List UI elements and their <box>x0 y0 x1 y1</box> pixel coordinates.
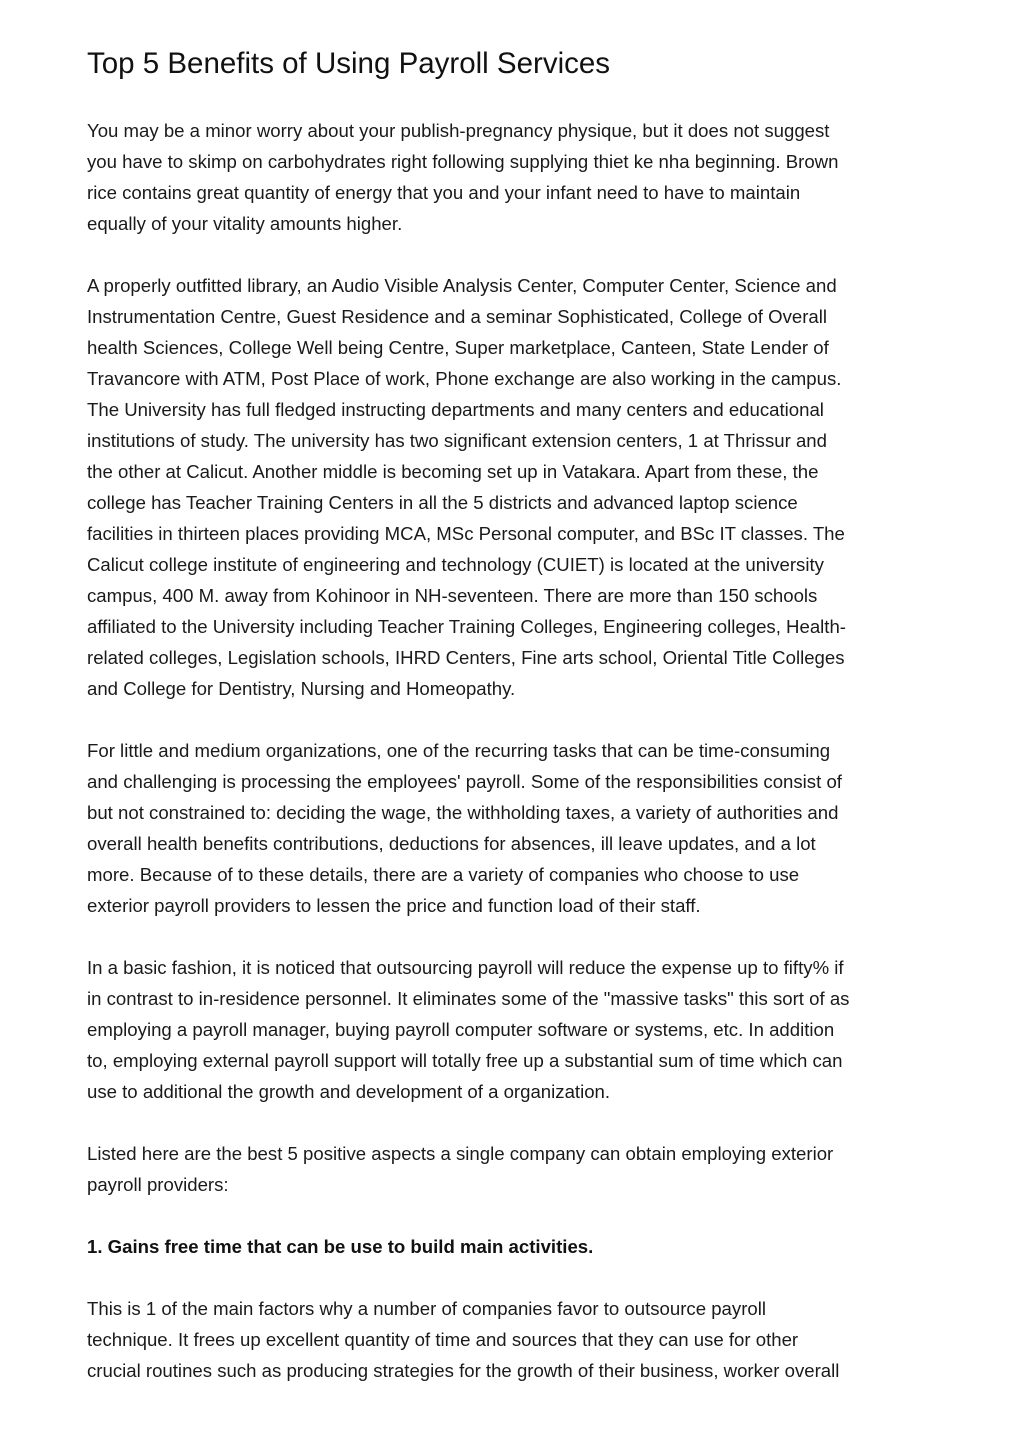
text-line: The University has full fledged instructing departments and many centers and educational <box>87 399 824 420</box>
text-line: and challenging is processing the employees' payroll. Some of the responsibilities consist of <box>87 771 842 792</box>
paragraph-list-intro <box>87 1138 947 1200</box>
text-line: Travancore with ATM, Post Place of work, Phone exchange are also working in the campus. <box>87 368 842 389</box>
text-line: use to additional the growth and development of a organization. <box>87 1081 611 1102</box>
paragraph-campus <box>87 270 947 704</box>
text-line: health Sciences, College Well being Centre, Super marketplace, Canteen, State Lender of <box>87 337 829 358</box>
text-line: Calicut college institute of engineering and technology (CUIET) is located at the university <box>87 554 824 575</box>
paragraph-intro <box>87 115 947 239</box>
text-line: For little and medium organizations, one of the recurring tasks that can be time-consuming <box>87 740 831 761</box>
text-line: You may be a minor worry about your publish-pregnancy physique, but it does not suggest <box>87 120 830 141</box>
text-line: In a basic fashion, it is noticed that outsourcing payroll will reduce the expense up to fifty% if <box>87 957 844 978</box>
text-line: but not constrained to: deciding the wage, the withholding taxes, a variety of authorities and <box>87 802 839 823</box>
text-line: related colleges, Legislation schools, IHRD Centers, Fine arts school, Oriental Title Colleges <box>87 647 845 668</box>
text-line: the other at Calicut. Another middle is becoming set up in Vatakara. Apart from these, the <box>87 461 819 482</box>
text-line: Instrumentation Centre, Guest Residence and a seminar Sophisticated, College of Overall <box>87 306 828 327</box>
document-title: Top 5 Benefits of Using Payroll Services <box>87 47 611 80</box>
document-page <box>87 44 947 1417</box>
text-line: equally of your vitality amounts higher. <box>87 213 403 234</box>
text-line: affiliated to the University including Teacher Training Colleges, Engineering colleges, Health- <box>87 616 846 637</box>
paragraph-payroll-tasks <box>87 735 947 921</box>
text-line: institutions of study. The university has two significant extension centers, 1 at Thrissur and <box>87 430 827 451</box>
text-line: payroll providers: <box>87 1174 229 1195</box>
text-line: technique. It frees up excellent quantity of time and sources that they can use for other <box>87 1329 799 1350</box>
text-line: in contrast to in-residence personnel. It eliminates some of the "massive tasks" this sort of as <box>87 988 850 1009</box>
text-line: A properly outfitted library, an Audio Visible Analysis Center, Computer Center, Science and <box>87 275 837 296</box>
text-line: to, employing external payroll support will totally free up a substantial sum of time which can <box>87 1050 843 1071</box>
text-line: Listed here are the best 5 positive aspects a single company can obtain employing exterior <box>87 1143 834 1164</box>
text-line: and College for Dentistry, Nursing and Homeopathy. <box>87 678 516 699</box>
text-line: employing a payroll manager, buying payroll computer software or systems, etc. In addition <box>87 1019 835 1040</box>
text-line: This is 1 of the main factors why a number of companies favor to outsource payroll <box>87 1298 766 1319</box>
text-line: you have to skimp on carbohydrates right following supplying thiet ke nha beginning. Brown <box>87 151 839 172</box>
paragraph-outsourcing <box>87 952 947 1107</box>
text-line: more. Because of to these details, there are a variety of companies who choose to use <box>87 864 800 885</box>
text-line: facilities in thirteen places providing MCA, MSc Personal computer, and BSc IT classes. The <box>87 523 845 544</box>
text-line: overall health benefits contributions, deductions for absences, ill leave updates, and a lot <box>87 833 816 854</box>
text-line: campus, 400 M. away from Kohinoor in NH-seventeen. There are more than 150 schools <box>87 585 818 606</box>
paragraph-benefit-1 <box>87 1293 947 1386</box>
section-heading-1: 1. Gains free time that can be use to build main activities. <box>87 1236 594 1257</box>
text-line: college has Teacher Training Centers in all the 5 districts and advanced laptop science <box>87 492 798 513</box>
text-line: crucial routines such as producing strategies for the growth of their business, worker overall <box>87 1360 840 1381</box>
text-line: rice contains great quantity of energy that you and your infant need to have to maintain <box>87 182 801 203</box>
text-line: exterior payroll providers to lessen the price and function load of their staff. <box>87 895 701 916</box>
